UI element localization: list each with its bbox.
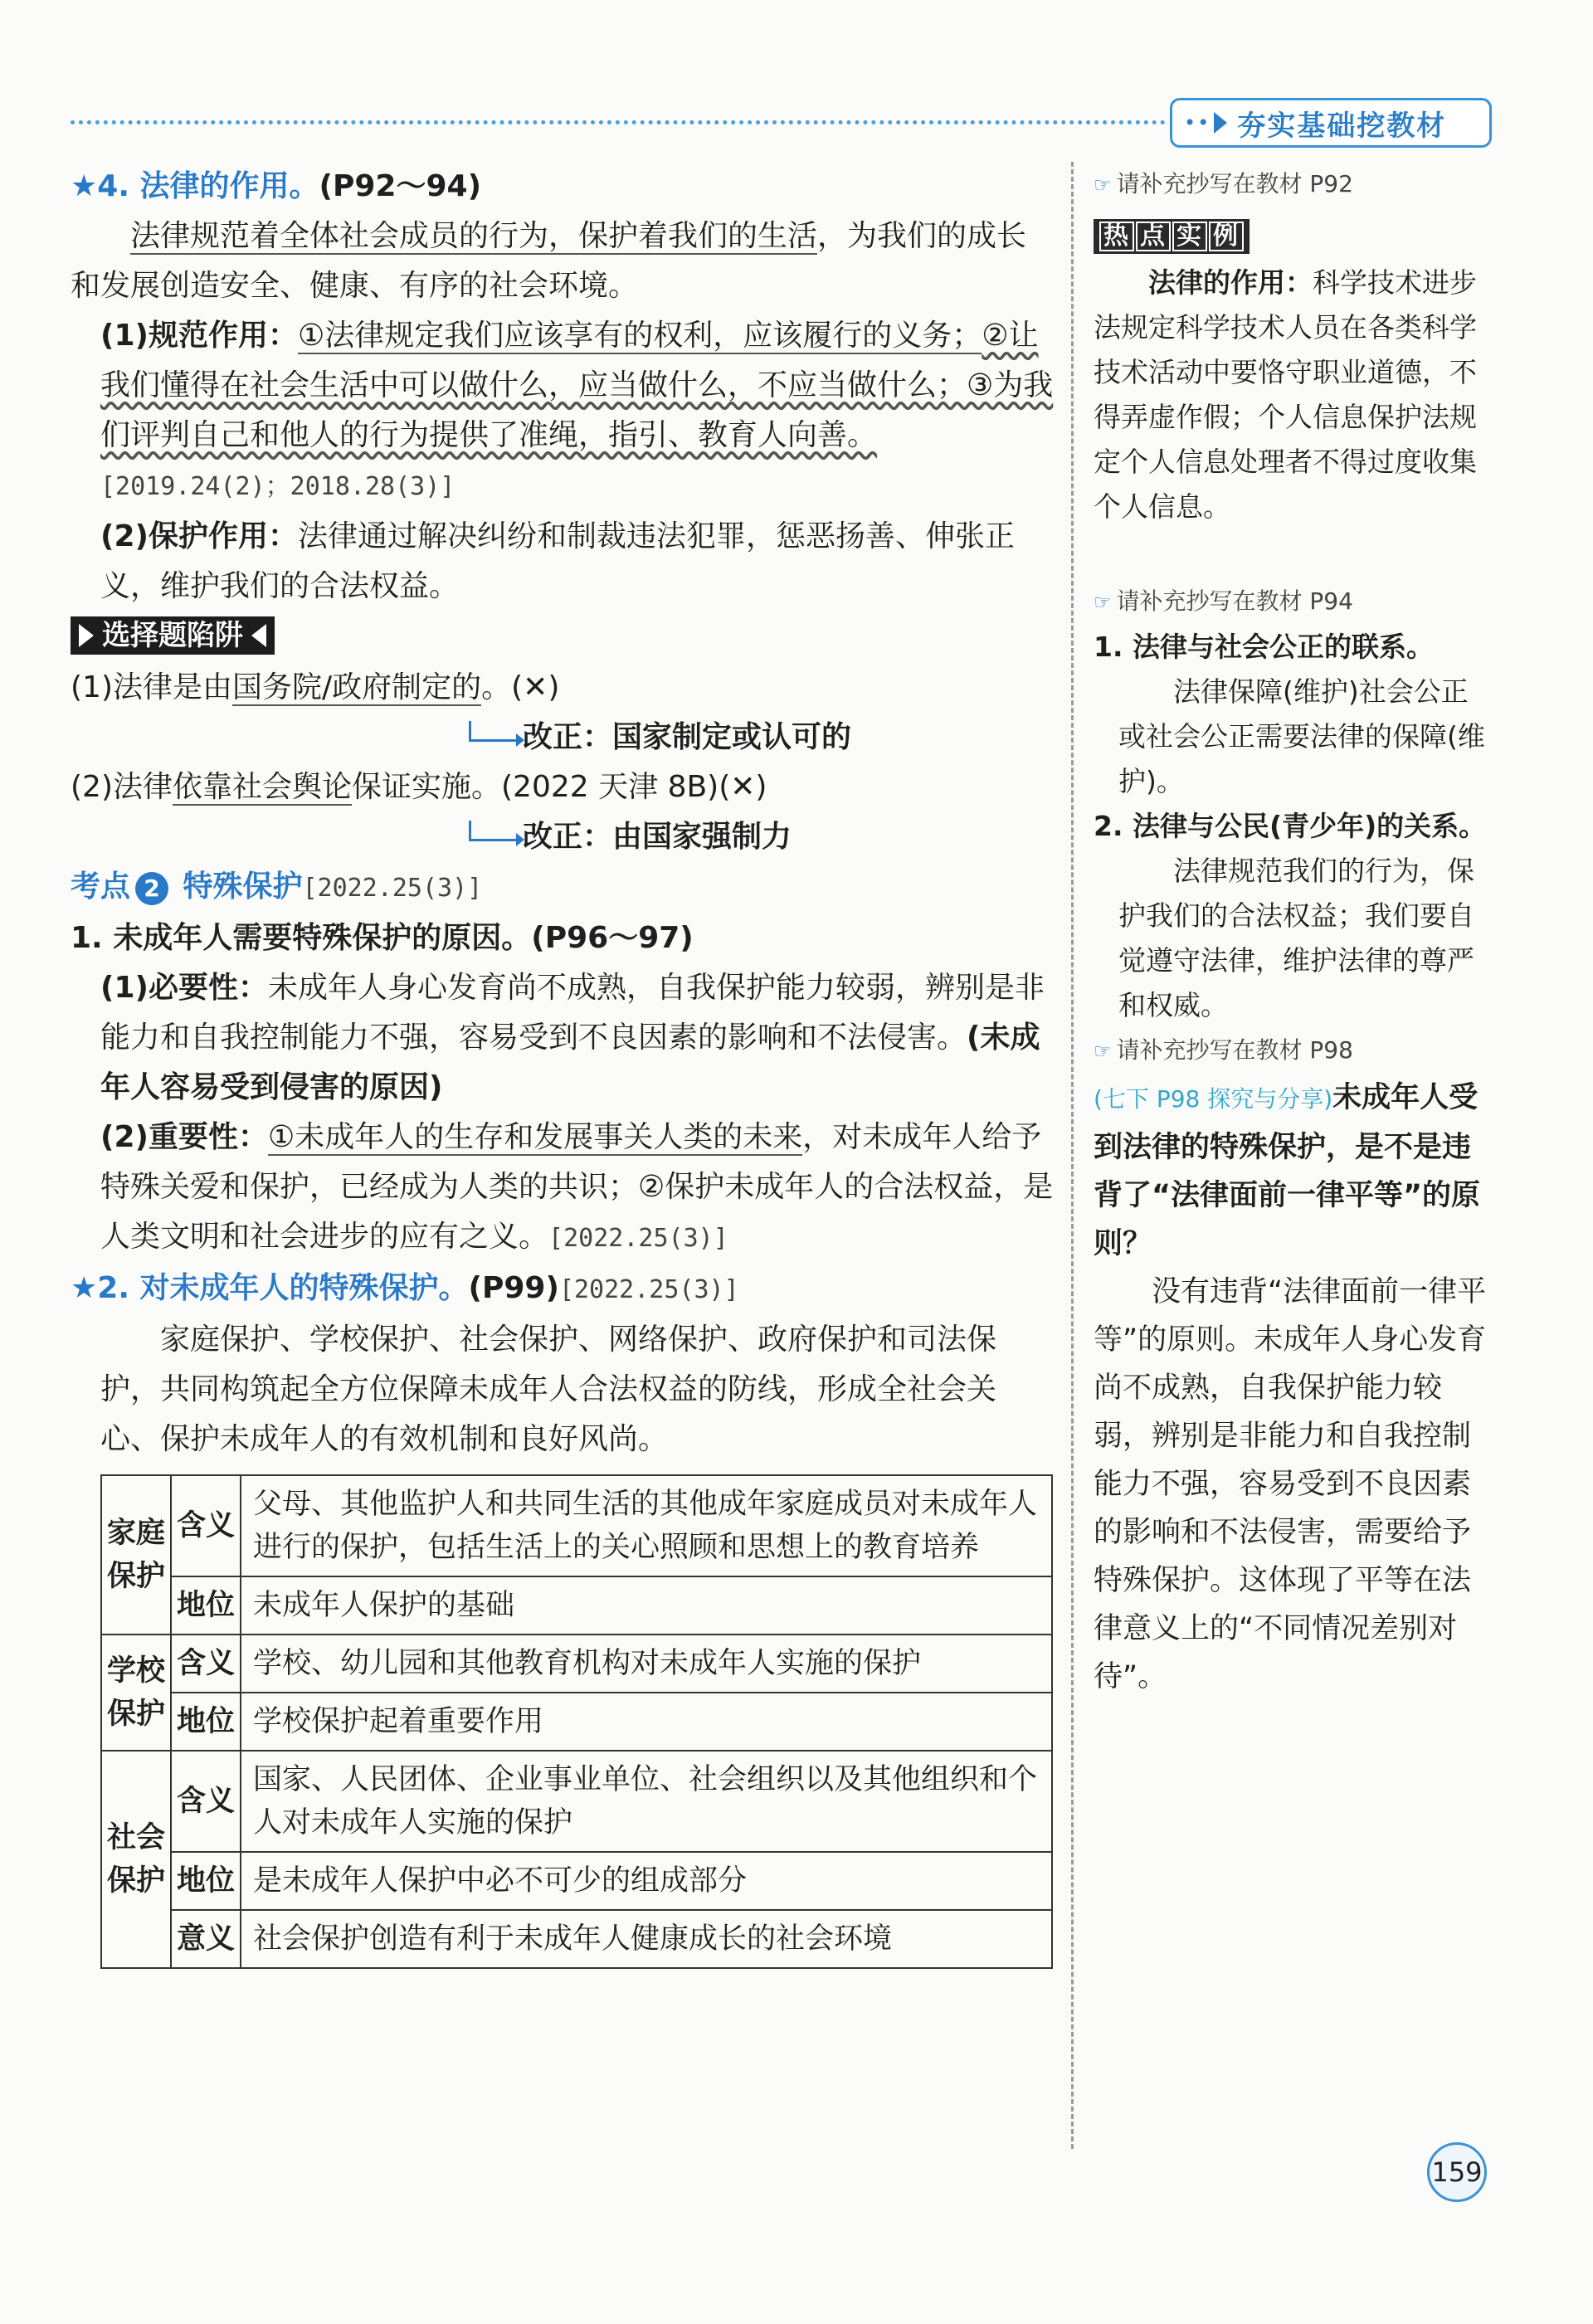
q1-heading: 1. 未成年人需要特殊保护的原因。(P96～97) [71,921,694,955]
margin-note-2: ☞ 请补充抄写在教材 P94 [1094,579,1493,625]
table-row: 地位 是未成年人保护中必不可少的组成部分 [101,1852,1052,1910]
relation-1-title: 1. 法律与社会公正的联系。 [1094,631,1434,663]
star-icon: ★ [71,169,98,203]
q2-intro: 家庭保护、学校保护、社会保护、网络保护、政府保护和司法保护，共同构筑起全方位保障未成年人合法权益的防线，形成全社会关心、保护未成年人的有效机制和良好风尚。 [100,1323,997,1456]
table-row: 学校保护 含义 学校、幼儿园和其他教育机构对未成年人实施的保护 [101,1635,1052,1693]
s4-point2: (2)保护作用：法律通过解决纠纷和制裁违法犯罪，惩恶扬善、伸张正义，维护我们的合法权益。 [100,519,1015,603]
page-number: 159 [1427,2142,1487,2202]
main-column [71,162,1054,1969]
column-divider [1071,162,1074,2149]
arrow-right-icon [1214,112,1227,134]
section-tag-label: 夯实基础挖教材 [1237,109,1447,143]
s4-pages: (P92～94) [319,169,482,203]
star-icon: ★ [71,1271,98,1305]
hot-example-text: 法律的作用：科学技术进步法规定科学技术人员在各类科学技术活动中要恪守职业道德，不得弄虚作假；个人信息保护法规定个人信息处理者不得过度收集个人信息。 [1094,266,1477,523]
q1-point2: (2)重要性：①未成年人的生存和发展事关人类的未来，对未成年人给予特殊关爱和保护，已经成为人类的共识；②保护未成年人的合法权益，是人类文明和社会进步的应有之义。[2022.25(3)] [100,1120,1054,1254]
table-row: 家庭保护 含义 父母、其他监护人和共同生活的其他成年家庭成员对未成年人进行的保护，包括生活上的关心照顾和思想上的教育培养 [101,1475,1052,1576]
trap-item-1: (1)法律是由国务院/政府制定的。(✕) [71,670,560,704]
margin-note-3: ☞ 请补充抄写在教材 P98 [1094,1028,1493,1074]
relation-2-text: 法律规范我们的行为，保护我们的合法权益；我们要自觉遵守法律，维护法律的尊严和权威。 [1118,855,1474,1021]
table-row: 地位 未成年人保护的基础 [101,1576,1052,1635]
society-category: 社会保护 [101,1751,171,1968]
trap-correction-1: 改正：国家制定或认可的 [71,713,1054,762]
relation-2-title: 2. 法律与公民(青少年)的关系。 [1094,810,1487,842]
trap-correction-2: 改正：由国家强制力 [71,812,1054,862]
table-row: 社会保护 含义 国家、人民团体、企业事业单位、社会组织以及其他组织和个人对未成年人实施的保护 [101,1751,1052,1852]
s4-intro: 法律规范着全体社会成员的行为，保护着我们的生活，为我们的成长和发展创造安全、健康、有序的社会环境。 [71,219,1027,303]
correction-arrow-icon [469,721,518,742]
hot-example-badge: 热 点 实 例 [1094,212,1493,257]
kp-heading: 考点 2 特殊保护[2022.25(3)] [71,870,483,904]
pointing-hand-icon: ☞ [1094,1040,1112,1063]
s4-title: 4. 法律的作用。 [97,169,319,203]
table-row: 地位 学校保护起着重要作用 [101,1693,1052,1751]
pointing-hand-icon: ☞ [1094,173,1112,197]
q1-point1: (1)必要性：未成年人身心发育尚不成熟，自我保护能力较弱，辨别是非能力和自我控制能力不强，容易受到不良因素的影响和不法侵害。(未成年人容易受到侵害的原因) [100,971,1045,1104]
kp-title: 特殊保护 [183,870,303,904]
table-row: 意义 社会保护创造有利于未成年人健康成长的社会环境 [101,1910,1052,1968]
triangle-left-icon [251,624,266,647]
explore-answer: 没有违背“法律面前一律平等”的原则。未成年人身心发育尚不成熟，自我保护能力较弱，辨别是非能力和自我控制能力不强，容易受到不良因素的影响和不法侵害，需要给予特殊保护。这体现了平等在法律意义上的“不同情况差别对待”。 [1094,1275,1487,1693]
side-column [1094,162,1493,1701]
header-dotted-rule [71,120,1166,124]
relation-1-text: 法律保障(维护)社会公正或社会公正需要法律的保障(维护)。 [1118,675,1485,797]
protection-table [100,1474,1053,1969]
trap-banner [71,616,275,655]
explore-question: (七下 P98 探究与分享)未成年人受到法律的特殊保护，是不是违背了“法律面前一律平等”的原则？ [1094,1081,1481,1260]
triangle-right-icon [79,624,94,647]
trap-title: 选择题陷阱 [102,619,243,652]
dots-icon: •• [1184,111,1211,134]
q2-heading: ★2. 对未成年人的特殊保护。(P99)[2022.25(3)] [71,1271,739,1305]
kp-number-badge: 2 [135,872,168,905]
margin-note-1: ☞ 请补充抄写在教材 P92 [1094,162,1493,207]
section-tag [1170,98,1492,148]
trap-item-2: (2)法律依靠社会舆论保证实施。(2022 天津 8B)(✕) [71,770,767,804]
s4-heading [71,162,1054,212]
correction-arrow-icon [469,821,518,841]
pointing-hand-icon: ☞ [1094,591,1112,614]
school-category: 学校保护 [101,1635,171,1751]
s4-point1: (1)规范作用：①法律规定我们应该享有的权利，应该履行的义务；②让我们懂得在社会生活中可以做什么，应当做什么，不应当做什么；③为我们评判自己和他人的行为提供了准绳，指引、教育人向善。[2019.24(2)；2018.28(3)] [100,319,1054,501]
family-category: 家庭保护 [101,1475,171,1635]
kp-label: 考点 [71,870,131,904]
